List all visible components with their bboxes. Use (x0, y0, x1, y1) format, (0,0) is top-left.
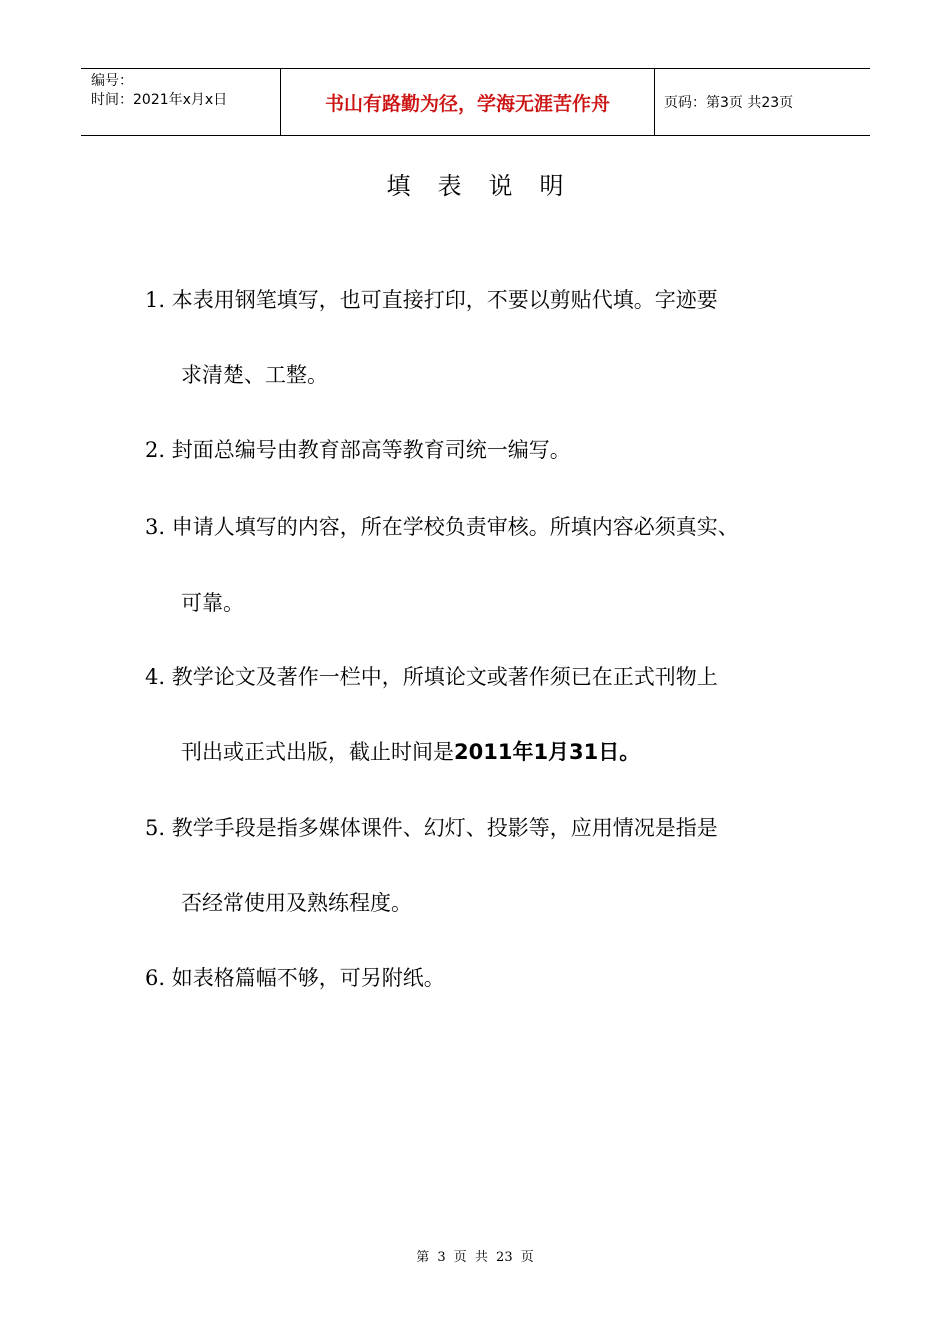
number-label: 编号： (91, 73, 133, 89)
header-motto (281, 69, 655, 135)
instruction-5-line-2: 否经常使用及熟练程度。 (181, 891, 412, 915)
instruction-3-line-2: 可靠。 (181, 591, 244, 615)
deadline-date: 2011年1月31日。 (454, 740, 641, 764)
page-title: 填表说明 (386, 172, 591, 200)
page-header (81, 68, 870, 136)
instruction-1-line-1: 1. 本表用钢笔填写，也可直接打印，不要以剪贴代填。字迹要 (145, 288, 718, 312)
instruction-4-line-2-text: 刊出或正式出版，截止时间是 (181, 740, 454, 764)
instruction-4-line-2 (181, 736, 640, 766)
header-meta (81, 69, 281, 135)
instruction-3-line-1: 3. 申请人填写的内容，所在学校负责审核。所填内容必须真实、 (145, 515, 739, 539)
instruction-4-line-1: 4. 教学论文及著作一栏中，所填论文或著作须已在正式刊物上 (145, 665, 718, 689)
page-footer: 第 3 页 共 23 页 (416, 1250, 534, 1265)
instruction-5-line-1: 5. 教学手段是指多媒体课件、幻灯、投影等，应用情况是指是 (145, 816, 718, 840)
motto-text: 书山有路勤为径，学海无涯苦作舟 (324, 92, 610, 115)
time-label: 时间：2021年x月x日 (91, 92, 228, 108)
instruction-1-line-2: 求清楚、工整。 (181, 363, 328, 387)
instruction-2-line-1: 2. 封面总编号由教育部高等教育司统一编写。 (145, 438, 571, 462)
instruction-6-line-1: 6. 如表格篇幅不够，可另附纸。 (145, 966, 445, 990)
page-info-text: 页码：第3页 共23页 (664, 95, 794, 111)
header-page-info (655, 69, 870, 135)
